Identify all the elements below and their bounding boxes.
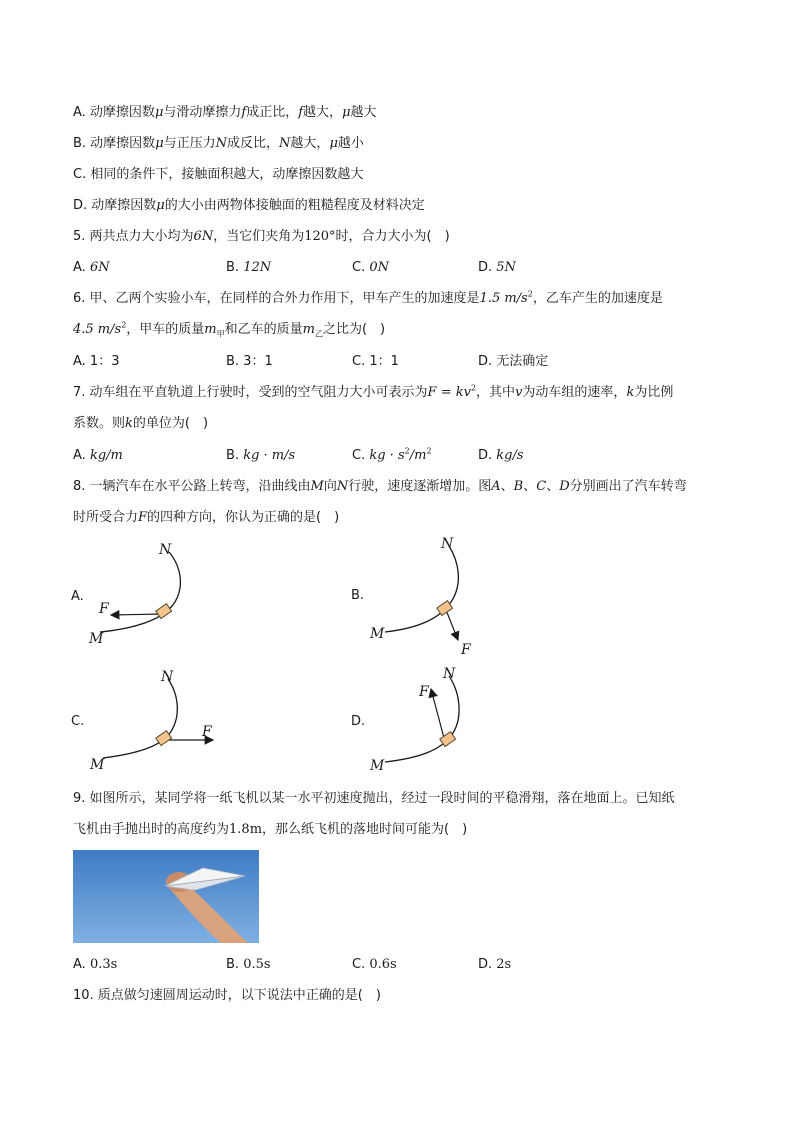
q6-option-b[interactable]: B. 3：1 [226, 354, 273, 369]
curve-path [385, 546, 458, 632]
label-n: N [161, 669, 174, 685]
force-arrow [446, 610, 458, 640]
q9-stem-line1: 9. 如图所示，某同学将一纸飞机以某一水平初速度抛出，经过一段时间的平稳滑翔，落在地面上。已知纸 [73, 791, 675, 806]
q4-option-d: D. 动摩擦因数μ的大小由两物体接触面的粗糙程度及材料决定 [73, 198, 425, 213]
q6-stem-line1: 6. 甲、乙两个实验小车，在同样的合外力作用下，甲车产生的加速度是1.5 $m/s^2$，乙车产生的加速度是 [73, 289, 663, 306]
q7-stem-line1: 7. 动车组在平直轨道上行驶时，受到的空气阻力大小可表示为$F = kv^2$，其中v为动车组的速率，k为比例 [73, 383, 674, 400]
q7-option-b[interactable]: B. kg · m/s [226, 448, 296, 463]
diagram-d-label: D. [351, 714, 366, 729]
q7-option-a[interactable]: A. kg/m [73, 448, 123, 463]
q5-option-d[interactable]: D. 5N [478, 260, 516, 275]
label-m: M [89, 631, 104, 647]
label-f: F [419, 684, 429, 700]
q8-diagram-c[interactable] [65, 665, 225, 775]
force-arrow [431, 689, 444, 738]
curve-path [100, 552, 180, 632]
q5-option-c[interactable]: C. 0N [352, 260, 389, 275]
q4-option-a: A. 动摩擦因数μ与滑动摩擦力f成正比，f越大，μ越大 [73, 105, 377, 120]
q8-stem-line1: 8. 一辆汽车在水平公路上转弯，沿曲线由M向N行驶，速度逐渐增加。图A、B、C、D分别画出了汽车转弯 [73, 479, 687, 494]
diagram-a-label: A. [71, 589, 84, 604]
q4-option-c: C. 相同的条件下，接触面积越大，动摩擦因数越大 [73, 167, 364, 182]
q9-stem-line2: 飞机由手抛出时的高度约为1.8m，那么纸飞机的落地时间可能为( ) [73, 822, 468, 837]
diagram-b-label: B. [351, 588, 365, 603]
label-m: M [370, 758, 385, 774]
q7-option-c[interactable]: C. kg · $s^2/m^2$ [352, 446, 432, 463]
q9-option-b[interactable]: B. 0.5s [226, 957, 271, 972]
q5-option-b[interactable]: B. 12N [226, 260, 272, 275]
paper-plane-photo [73, 850, 259, 943]
label-n: N [159, 542, 172, 558]
label-f: F [461, 642, 471, 658]
label-m: M [370, 626, 385, 642]
paper-plane-illustration [73, 850, 259, 943]
q6-stem-line2: 4.5 $m/s^2$，甲车的质量$m_甲$和乙车的质量$m_乙$之比为( ) [73, 320, 386, 339]
label-f: F [99, 601, 109, 617]
label-m: M [90, 757, 105, 773]
q7-stem-line2: 系数。则k的单位为( ) [73, 416, 209, 431]
q9-option-c[interactable]: C. 0.6s [352, 957, 397, 972]
curve-path [103, 679, 177, 758]
q9-option-a[interactable]: A. 0.3s [73, 957, 118, 972]
q7-option-d[interactable]: D. kg/s [478, 448, 524, 463]
force-arrow [111, 614, 162, 615]
q8-stem-line2: 时所受合力F的四种方向，你认为正确的是( ) [73, 510, 340, 525]
q6-option-a[interactable]: A. 1：3 [73, 354, 120, 369]
label-f: F [202, 724, 212, 740]
q8-diagram-a[interactable] [65, 540, 215, 650]
q5-option-a[interactable]: A. 6N [73, 260, 110, 275]
q5-stem: 5. 两共点力大小均为6N，当它们夹角为120°时，合力大小为( ) [73, 229, 450, 244]
label-n: N [443, 666, 456, 682]
label-n: N [441, 536, 454, 552]
q8-diagram-b[interactable] [345, 532, 505, 660]
q8-diagram-d[interactable] [345, 662, 505, 777]
car-block [156, 604, 172, 619]
diagram-c-label: C. [71, 714, 85, 729]
q6-option-d[interactable]: D. 无法确定 [478, 354, 549, 369]
q4-option-b: B. 动摩擦因数μ与正压力N成反比，N越大，μ越小 [73, 136, 364, 151]
q9-option-d[interactable]: D. 2s [478, 957, 512, 972]
q6-option-c[interactable]: C. 1：1 [352, 354, 399, 369]
q10-stem: 10. 质点做匀速圆周运动时，以下说法中正确的是( ) [73, 988, 381, 1003]
